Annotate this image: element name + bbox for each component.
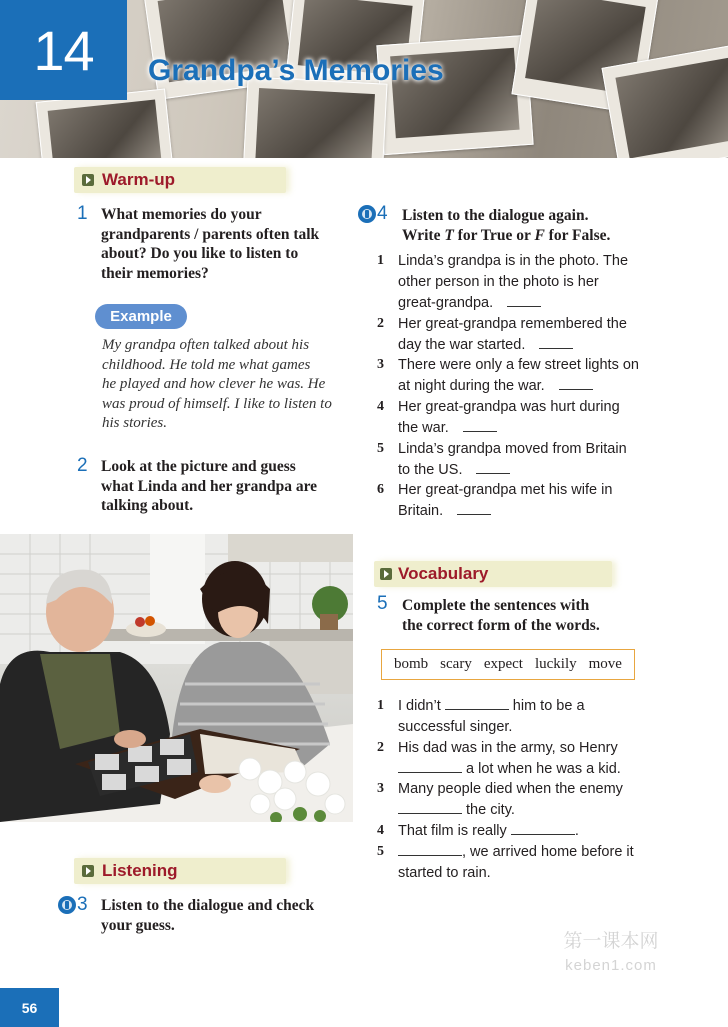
chapter-number: 14 <box>0 0 127 100</box>
question-number-3: 3 <box>77 894 88 915</box>
word-bank-item: bomb <box>394 656 429 672</box>
example-text: My grandpa often talked about his childhood. He told me what games he played and how clever he was. He was proud of himself. I like to listen to his stories. <box>102 337 332 431</box>
answer-blank[interactable] <box>507 295 541 307</box>
audio-cd-icon <box>358 205 376 223</box>
answer-blank[interactable] <box>511 823 575 835</box>
grandpa-and-linda-photo <box>0 534 353 822</box>
play-icon <box>380 568 392 580</box>
answer-blank[interactable] <box>445 698 509 710</box>
list-item: 4 Her great-grandpa was hurt during the war. <box>377 399 620 436</box>
answer-blank[interactable] <box>398 761 462 773</box>
word-bank-item: move <box>588 656 622 672</box>
chapter-title: Grandpa’s Memories <box>148 54 444 87</box>
answer-blank[interactable] <box>457 503 491 515</box>
list-item: 6 Her great-grandpa met his wife in Britain. <box>377 482 613 519</box>
question-number-5: 5 <box>377 593 388 614</box>
answer-blank[interactable] <box>463 420 497 432</box>
list-item: 1 Linda’s grandpa is in the photo. The other person in the photo is her great-grandpa. <box>377 253 629 311</box>
list-item: 3 Many people died when the enemy the city. <box>377 781 623 818</box>
question-number-2: 2 <box>77 455 88 476</box>
audio-cd-icon <box>58 896 76 914</box>
list-item: 1 I didn’t him to be a successful singer. <box>377 698 585 735</box>
question-4-text: Listen to the dialogue again. Write T for True or F for False. <box>402 207 611 244</box>
answer-blank[interactable] <box>559 378 593 390</box>
question-number-4: 4 <box>377 203 388 224</box>
answer-blank[interactable] <box>398 802 462 814</box>
list-item: 2 Her great-grandpa remembered the day the war started. <box>377 316 627 353</box>
watermark: 第一课本网 keben1.com <box>563 931 659 974</box>
question-5-text: Complete the sentences with the correct form of the words. <box>402 597 600 634</box>
list-item: 5 , we arrived home before it started to rain. <box>377 844 634 881</box>
list-item: 2 His dad was in the army, so Henry a lot when he was a kid. <box>377 740 621 777</box>
section-heading-listening: Listening <box>74 858 286 884</box>
section-heading-vocabulary: Vocabulary <box>374 561 612 587</box>
answer-blank[interactable] <box>398 844 462 856</box>
list-item: 3 There were only a few street lights on at night during the war. <box>377 357 639 394</box>
list-item: 5 Linda’s grandpa moved from Britain to the US. <box>377 441 627 478</box>
answer-blank[interactable] <box>539 337 573 349</box>
list-item: 4 That film is really . <box>377 823 579 839</box>
play-icon <box>82 865 94 877</box>
word-bank-item: expect <box>483 656 523 672</box>
example-badge: Example <box>95 304 187 329</box>
answer-blank[interactable] <box>476 462 510 474</box>
word-bank <box>381 649 635 680</box>
question-1-text: What memories do your grandparents / parents often talk about? Do you like to listen to their memories? <box>101 206 320 282</box>
question-3-text: Listen to the dialogue and check your guess. <box>101 897 315 934</box>
play-icon <box>82 174 94 186</box>
word-bank-item: scary <box>440 656 472 672</box>
question-number-1: 1 <box>77 203 88 224</box>
question-2-text: Look at the picture and guess what Linda and her grandpa are talking about. <box>101 458 318 514</box>
section-heading-warmup: Warm-up <box>74 167 286 193</box>
page-number: 56 <box>0 988 59 1027</box>
word-bank-item: luckily <box>534 656 577 672</box>
